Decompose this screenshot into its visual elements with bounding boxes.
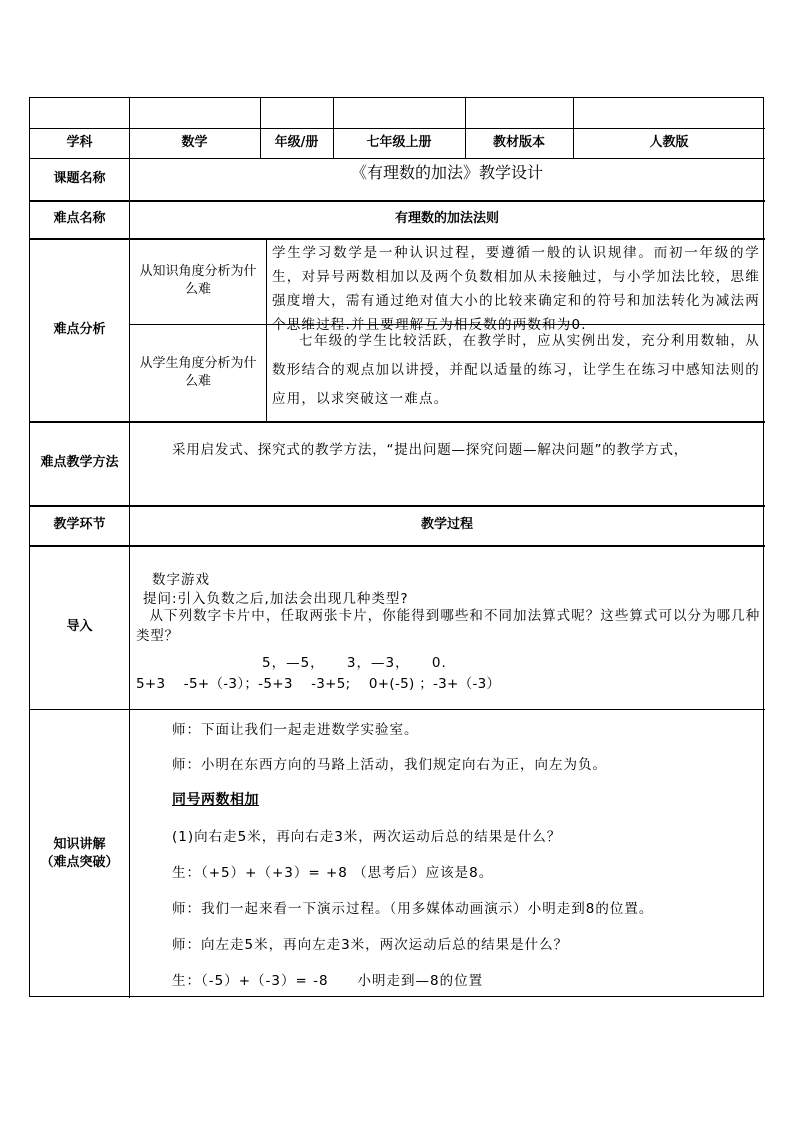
method-label: 难点教学方法 (40, 455, 119, 471)
lesson-plan-table (29, 97, 764, 997)
lesson-title: 《有理数的加法》教学设计 (350, 163, 543, 183)
lecture-line: 生：（-5）+（-3）= -8 小明走到—8的位置 (172, 973, 484, 989)
intro-question: 从下列数字卡片中，任取两张卡片，你能得到哪些和不同加法算式呢？这些算式可以分为哪几种类型？ (136, 608, 760, 644)
col-divider (266, 238, 267, 421)
intro-line: 数字游戏 (152, 572, 210, 588)
lecture-line: (1)向右走5米，再向右走3米，两次运动后总的结果是什么？ (172, 829, 562, 845)
lesson-label: 课题名称 (53, 171, 106, 187)
knowledge-angle-label: 从知识角度分析为什么难 (139, 264, 257, 297)
lecture-label (30, 709, 129, 998)
intro-line: 提问:引入负数之后,加法会出现几种类型? (143, 591, 409, 607)
method-text: 采用启发式、探究式的教学方法，“提出问题—探究问题—解决问题”的教学方式， (172, 442, 689, 458)
difficulty-label: 难点名称 (53, 211, 106, 227)
subject-label: 学科 (66, 135, 93, 151)
analysis-label: 难点分析 (53, 321, 106, 337)
edition-value: 人教版 (649, 135, 689, 151)
stage-header: 教学环节 (53, 517, 106, 533)
row-divider (30, 421, 765, 423)
subject-value: 数学 (181, 135, 208, 151)
difficulty-value: 有理数的加法法则 (394, 211, 499, 227)
lecture-line: 生：（+5）+（+3）= +8 （思考后）应该是8。 (172, 865, 494, 881)
lecture-line: 师：下面让我们一起走进数学实验室。 (172, 722, 419, 738)
lecture-label-main: 知识讲解 (53, 836, 106, 852)
row-divider (30, 238, 765, 240)
lecture-label-sub: （难点突破） (40, 854, 119, 870)
student-angle-label: 从学生角度分析为什么难 (139, 356, 257, 389)
number-cards: 5，—5， 3，—3， 0. (262, 655, 447, 671)
intro-label: 导入 (66, 619, 93, 635)
section-heading: 同号两数相加 (172, 792, 259, 808)
edition-label: 教材版本 (492, 135, 545, 151)
intro-expressions: 5+3 -5+（-3）；-5+3 -3+5; 0+(-5) ；-3+（-3） (136, 676, 501, 692)
lecture-line: 师：我们一起来看一下演示过程。（用多媒体动画演示）小明走到8的位置。 (172, 901, 654, 917)
row-divider (30, 709, 765, 710)
lecture-line: 师：向左走5米，再向左走3米，两次运动后总的结果是什么？ (172, 937, 569, 953)
knowledge-angle-text: 学生学习数学是一种认识过程，要遵循一般的认识规律。而初一年级的学生，对异号两数相加以及两个负数相加从未接触过，与小学加法比较，思维强度增大，需有通过绝对值大小的比较来确定和的符号和加法转化为减法两个思维过程.并且要理解互为相反数的两数和为0. (272, 245, 760, 333)
grade-value: 七年级上册 (366, 135, 432, 151)
process-header: 教学过程 (420, 517, 473, 533)
row-divider (30, 545, 765, 547)
lecture-line: 师：小明在东西方向的马路上活动，我们规定向右为正，向左为负。 (172, 757, 607, 773)
grade-label: 年级/册 (274, 135, 319, 151)
student-angle-text: 七年级的学生比较活跃，在教学时，应从实例出发，充分利用数轴，从数形结合的观点加以讲授，并配以适量的练习，让学生在练习中感知法则的应用，以求突破这一难点。 (272, 333, 760, 407)
